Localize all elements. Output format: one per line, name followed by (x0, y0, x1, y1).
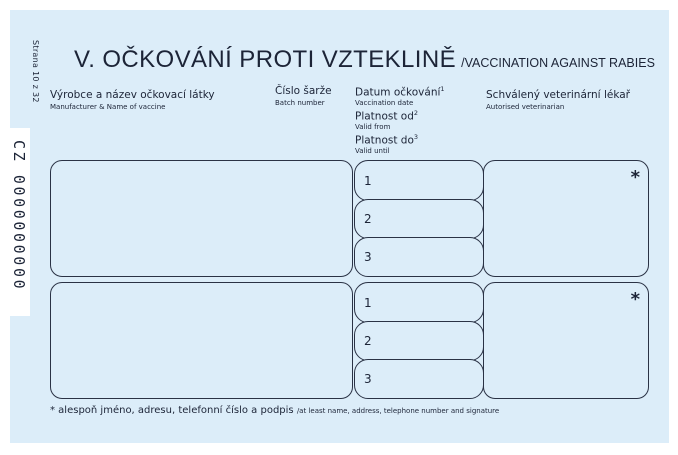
asterisk-mark: * (630, 167, 640, 188)
footnote-sub: /at least name, address, telephone number and signature (296, 407, 500, 415)
footnote-ref: 3 (413, 133, 419, 141)
header-valid-from-label: Platnost od (355, 110, 414, 123)
date-row-2-3[interactable] (354, 359, 484, 399)
date-row-1-1[interactable] (354, 160, 484, 201)
footnote (50, 405, 499, 416)
page-title (74, 46, 655, 74)
vaccine-field-1[interactable] (50, 160, 353, 277)
page-number: Strana 10 z 32 (31, 40, 40, 103)
header-valid-until-label: Platnost do (355, 134, 414, 147)
date-row-2-2[interactable] (354, 321, 484, 361)
header-valid-from (355, 109, 418, 123)
footnote-main: * alespoň jméno, adresu, telefonní číslo a podpis (50, 405, 294, 416)
header-date-label: Datum očkování (355, 86, 441, 99)
header-batch-en: Batch number (275, 99, 325, 107)
header-date (355, 85, 445, 99)
title-sub: /VACCINATION AGAINST RABIES (461, 56, 655, 70)
header-valid-from-en: Valid from (355, 123, 391, 131)
row-number: 3 (364, 372, 372, 386)
document-id: CZ 0000000000 (10, 140, 28, 292)
row-number: 1 (364, 174, 372, 188)
header-vaccine-en: Manufacturer & Name of vaccine (50, 103, 166, 111)
header-vaccine: Výrobce a název očkovací látky (50, 89, 215, 101)
header-vet: Schválený veterinární lékař (486, 89, 630, 101)
header-vet-en: Autorised veterinarian (486, 103, 565, 111)
vaccine-field-2[interactable] (50, 282, 353, 399)
header-valid-until (355, 133, 418, 147)
date-row-1-2[interactable] (354, 199, 484, 239)
footnote-ref: 1 (440, 85, 445, 93)
footnote-ref: 2 (413, 109, 419, 117)
row-number: 1 (364, 296, 372, 310)
header-batch: Číslo šarže (275, 85, 332, 97)
header-valid-until-en: Valid until (355, 147, 390, 155)
asterisk-mark: * (630, 289, 640, 310)
date-row-1-3[interactable] (354, 237, 484, 277)
row-number: 2 (364, 334, 372, 348)
row-number: 3 (364, 250, 372, 264)
date-row-2-1[interactable] (354, 282, 484, 323)
row-number: 2 (364, 212, 372, 226)
title-main: V. OČKOVÁNÍ PROTI VZTEKLINĚ (74, 46, 457, 73)
header-date-en: Vaccination date (355, 99, 414, 107)
vet-field-2[interactable] (483, 282, 649, 399)
vet-field-1[interactable] (483, 160, 649, 277)
